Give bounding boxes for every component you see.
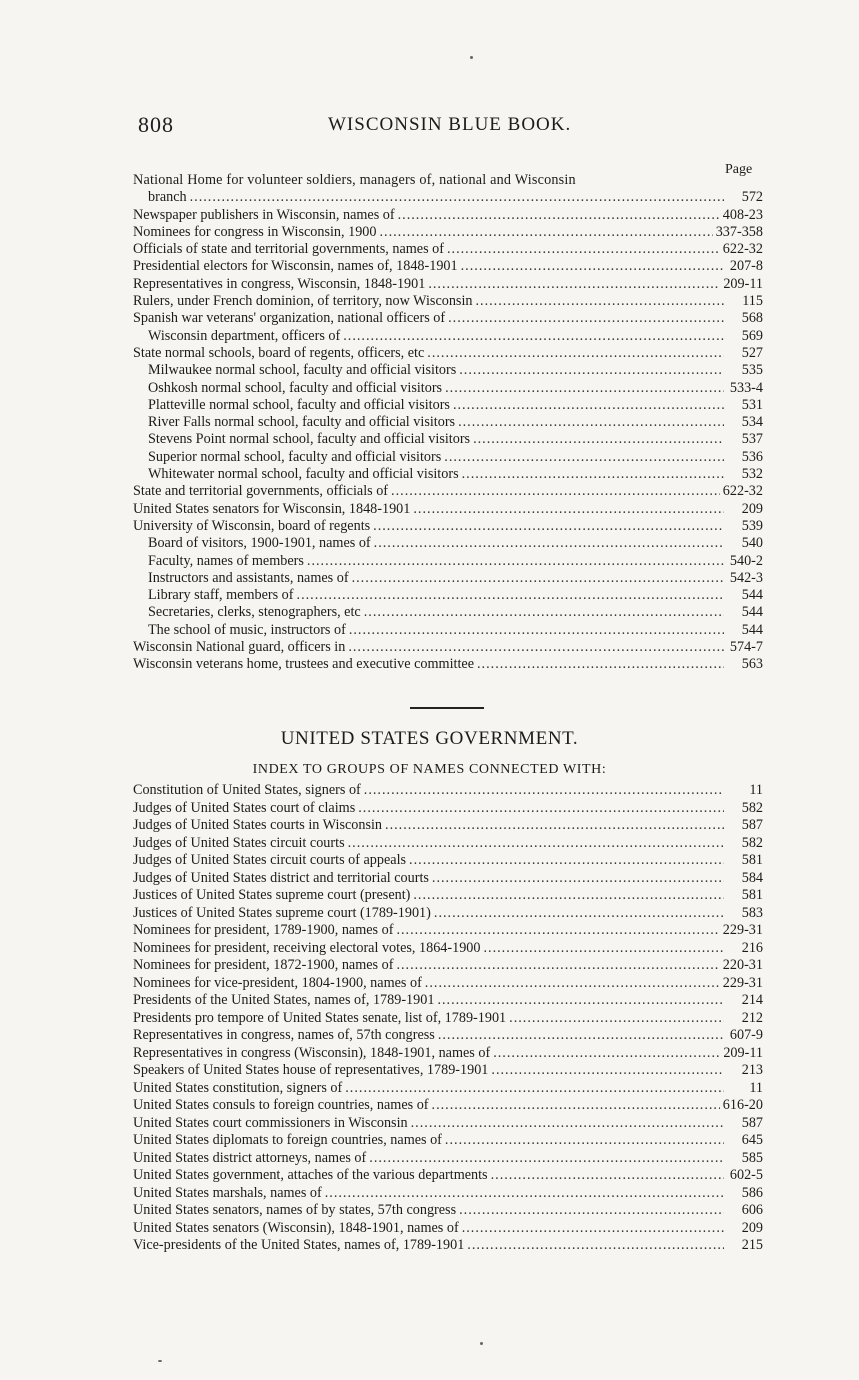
entry-label: Judges of United States district and territorial courts (133, 869, 429, 886)
page-number: 808 (138, 112, 174, 137)
dot-leader (473, 431, 724, 448)
index-entry (133, 656, 763, 673)
dot-leader (411, 1115, 724, 1133)
entry-label: Milwaukee normal school, faculty and official visitors (148, 362, 457, 379)
entry-label: United States government, attaches of the various departments (133, 1167, 488, 1183)
index-entry (133, 905, 763, 923)
entry-page: 586 (741, 1184, 763, 1201)
index-entry (133, 483, 763, 500)
dot-leader (444, 449, 724, 466)
index-entry (133, 207, 763, 224)
entry-page: 622-32 (722, 483, 763, 500)
entry-page: 584 (741, 869, 763, 886)
entry-page: 536 (741, 448, 763, 465)
dot-leader (493, 1045, 720, 1063)
entry-page: 527 (741, 344, 763, 361)
entry-page: 583 (741, 904, 763, 921)
index-entry (133, 1097, 763, 1115)
dot-leader (343, 328, 724, 345)
entry-page: 607-9 (729, 1027, 763, 1043)
entry-label: State normal schools, board of regents, officers, etc (133, 344, 425, 361)
entry-page: 542-3 (729, 569, 763, 586)
dot-leader (448, 310, 724, 327)
running-title: WISCONSIN BLUE BOOK. (328, 114, 572, 135)
entry-page: 229-31 (722, 974, 763, 991)
entry-label: Platteville normal school, faculty and official visitors (148, 396, 450, 413)
entry-label: Nominees for president, 1789-1900, names of (133, 922, 394, 938)
entry-label: United States senators for Wisconsin, 1848-1901 (133, 500, 411, 517)
entry-label: Instructors and assistants, names of (148, 569, 349, 586)
entry-label: Faculty, names of members (148, 552, 304, 569)
index-entry (133, 1080, 763, 1098)
index-entry (133, 975, 763, 993)
entry-page: 587 (741, 1114, 763, 1131)
dot-leader (459, 1202, 724, 1220)
entry-page: 533-4 (729, 379, 763, 396)
entry-page: 214 (741, 992, 763, 1008)
index-entry (133, 887, 763, 905)
index-entry (133, 380, 763, 397)
index-entry (133, 276, 763, 293)
entry-page: 581 (741, 852, 763, 868)
entry-page: 574-7 (729, 639, 763, 656)
dot-leader (409, 852, 724, 870)
entry-page: 616-20 (722, 1097, 763, 1113)
entry-page: 215 (741, 1237, 763, 1253)
index-entry (133, 1132, 763, 1150)
index-entry (133, 328, 763, 345)
index-entry (133, 1220, 763, 1238)
entry-label: Spanish war veterans' organization, national officers of (133, 310, 446, 327)
entry-label: Judges of United States circuit courts (133, 834, 345, 851)
index-entry (133, 587, 763, 604)
entry-page: 209-11 (723, 275, 763, 292)
dot-leader (425, 975, 720, 993)
dot-leader (391, 483, 720, 500)
entry-label: Representatives in congress, Wisconsin, 1848-1901 (133, 275, 426, 292)
dot-leader (325, 1185, 724, 1203)
dot-leader (445, 1132, 724, 1150)
entry-label: United States diplomats to foreign countries, names of (133, 1132, 442, 1148)
index-entry (133, 1027, 763, 1045)
page-column-label: Page (725, 162, 753, 177)
index-entry (133, 957, 763, 975)
entry-page: 585 (741, 1149, 763, 1166)
dot-leader (398, 207, 720, 224)
entry-page: 563 (741, 656, 763, 673)
dot-leader (379, 224, 712, 241)
entry-label: Wisconsin National guard, officers in (133, 639, 346, 656)
index-entry (133, 1150, 763, 1168)
entry-label: Representatives in congress (Wisconsin), 1848-1901, names of (133, 1044, 491, 1061)
index-entry (133, 992, 763, 1010)
dot-leader (432, 870, 724, 888)
index-entry (133, 800, 763, 818)
dot-leader (462, 466, 724, 483)
dot-leader (467, 1237, 724, 1255)
index-entry (133, 852, 763, 870)
entry-label: Judges of United States court of claims (133, 799, 356, 816)
dot-leader (427, 345, 724, 362)
entry-label: Vice-presidents of the United States, names of, 1789-1901 (133, 1237, 465, 1253)
dot-leader (462, 1220, 724, 1238)
index-entry (133, 345, 763, 362)
dot-leader (307, 553, 724, 570)
index-entry (133, 622, 763, 639)
dot-leader (396, 922, 719, 940)
entry-page: 209-11 (723, 1044, 763, 1061)
entry-page: 207-8 (729, 258, 763, 275)
entry-label: The school of music, instructors of (148, 621, 346, 638)
ink-speck (158, 1360, 162, 1362)
dot-leader (434, 905, 724, 923)
dot-leader (491, 1062, 724, 1080)
index-entry (133, 870, 763, 888)
entry-label: Nominees for president, 1872-1900, names of (133, 957, 394, 973)
index-entry (133, 570, 763, 587)
entry-page: 213 (741, 1062, 763, 1078)
entry-page: 209 (741, 1219, 763, 1236)
index-entry (133, 1202, 763, 1220)
entry-page: 572 (741, 189, 763, 206)
entry-page: 645 (741, 1132, 763, 1148)
index-entry (133, 835, 763, 853)
entry-label: Presidents pro tempore of United States senate, list of, 1789-1901 (133, 1009, 507, 1026)
entry-label: Secretaries, clerks, stenographers, etc (148, 604, 361, 621)
index-entry (133, 431, 763, 448)
us-index-list (133, 782, 763, 1255)
entry-page: 537 (741, 431, 763, 448)
index-entry (133, 362, 763, 379)
entry-page: 544 (741, 621, 763, 638)
entry-page: 11 (749, 1079, 763, 1096)
entry-page: 531 (741, 396, 763, 413)
entry-label: Presidents of the United States, names of, 1789-1901 (133, 992, 435, 1008)
dot-leader (483, 940, 724, 958)
dot-leader (475, 293, 724, 310)
dot-leader (453, 397, 724, 414)
entry-page: 582 (741, 834, 763, 851)
entry-page: 569 (741, 327, 763, 344)
index-entry (133, 1237, 763, 1255)
entry-page: 229-31 (722, 922, 763, 938)
dot-leader (445, 380, 724, 397)
entry-page: 540-2 (729, 552, 763, 569)
section-title: UNITED STATES GOVERNMENT. (280, 728, 579, 749)
entry-label: River Falls normal school, faculty and official visitors (148, 414, 456, 431)
dot-leader (374, 535, 724, 552)
entry-label: Speakers of United States house of representatives, 1789-1901 (133, 1062, 489, 1078)
dot-leader (364, 782, 724, 800)
index-entry (133, 189, 763, 206)
entry-label: Nominees for president, receiving electoral votes, 1864-1900 (133, 939, 481, 956)
index-entry (133, 172, 763, 189)
state-index-list (133, 172, 763, 674)
entry-label: Presidential electors for Wisconsin, names of, 1848-1901 (133, 258, 458, 275)
entry-label: Nominees for congress in Wisconsin, 1900 (133, 223, 377, 240)
entry-page: 539 (741, 517, 763, 534)
index-entry (133, 535, 763, 552)
entry-label: Nominees for vice-president, 1804-1900, names of (133, 974, 422, 991)
entry-label: Whitewater normal school, faculty and official visitors (148, 466, 459, 483)
entry-label: United States court commissioners in Wisconsin (133, 1114, 408, 1131)
entry-page: 532 (741, 466, 763, 483)
index-entry (133, 1167, 763, 1185)
index-entry (133, 553, 763, 570)
entry-page: 209 (741, 500, 763, 517)
entry-page: 337-358 (715, 223, 763, 240)
entry-label: Wisconsin department, officers of (148, 327, 341, 344)
entry-page: 220-31 (722, 957, 763, 973)
dot-leader (373, 518, 724, 535)
dot-leader (364, 604, 724, 621)
section-subtitle: INDEX TO GROUPS OF NAMES CONNECTED WITH: (252, 762, 607, 777)
entry-label: Newspaper publishers in Wisconsin, names of (133, 206, 395, 223)
dot-leader (396, 957, 719, 975)
dot-leader (385, 817, 724, 835)
entry-label: Justices of United States supreme court (1789-1901) (133, 904, 431, 921)
entry-page: 216 (741, 939, 763, 956)
index-entry (133, 940, 763, 958)
dot-leader (190, 189, 724, 206)
entry-page: 534 (741, 414, 763, 431)
index-entry (133, 639, 763, 656)
index-entry (133, 1185, 763, 1203)
dot-leader (458, 414, 724, 431)
dot-leader (491, 1167, 724, 1185)
entry-label: Representatives in congress, names of, 57th congress (133, 1027, 435, 1043)
dot-leader (352, 570, 724, 587)
index-entry (133, 604, 763, 621)
ink-speck (480, 1342, 483, 1345)
dot-leader (413, 501, 724, 518)
entry-label: Board of visitors, 1900-1901, names of (148, 535, 371, 552)
dot-leader (349, 622, 724, 639)
entry-page: 540 (741, 535, 763, 552)
dot-leader (413, 887, 724, 905)
index-entry (133, 241, 763, 258)
index-entry (133, 293, 763, 310)
entry-label: Constitution of United States, signers of (133, 782, 361, 798)
entry-page: 212 (741, 1009, 763, 1026)
index-entry (133, 310, 763, 327)
index-entry (133, 817, 763, 835)
entry-label: Justices of United States supreme court (present) (133, 887, 411, 903)
entry-label: Judges of United States circuit courts of appeals (133, 852, 407, 868)
entry-label: Wisconsin veterans home, trustees and executive committee (133, 656, 474, 673)
entry-page: 544 (741, 587, 763, 604)
entry-page: 582 (741, 799, 763, 816)
dot-leader (345, 1080, 724, 1098)
index-entry (133, 518, 763, 535)
entry-label: Stevens Point normal school, faculty and official visitors (148, 431, 471, 448)
index-entry (133, 466, 763, 483)
dot-leader (477, 656, 724, 673)
entry-label: branch (148, 189, 187, 206)
dot-leader (509, 1010, 724, 1028)
dot-leader (459, 362, 724, 379)
entry-label: United States consuls to foreign countries, names of (133, 1097, 429, 1113)
page-header (138, 112, 758, 142)
index-entry (133, 922, 763, 940)
entry-page: 408-23 (722, 206, 763, 223)
entry-label: National Home for volunteer soldiers, managers of, national and Wisconsin (133, 172, 576, 188)
index-entry (133, 258, 763, 275)
index-entry (133, 1010, 763, 1028)
entry-page: 544 (741, 604, 763, 621)
entry-label: Library staff, members of (148, 587, 294, 604)
entry-page: 568 (741, 310, 763, 327)
index-entry (133, 224, 763, 241)
dot-leader (369, 1150, 724, 1168)
index-entry (133, 782, 763, 800)
index-entry (133, 1115, 763, 1133)
dot-leader (432, 1097, 720, 1115)
entry-label: United States district attorneys, names of (133, 1149, 367, 1166)
entry-label: Oshkosh normal school, faculty and official visitors (148, 379, 443, 396)
entry-page: 115 (742, 293, 763, 310)
entry-label: United States senators (Wisconsin), 1848-1901, names of (133, 1219, 459, 1236)
entry-page: 587 (741, 817, 763, 833)
index-entry (133, 414, 763, 431)
entry-label: University of Wisconsin, board of regents (133, 517, 371, 534)
entry-label: Rulers, under French dominion, of territory, now Wisconsin (133, 293, 473, 310)
dot-leader (297, 587, 724, 604)
entry-label: United States constitution, signers of (133, 1079, 343, 1096)
section-divider (410, 707, 484, 709)
entry-label: Officials of state and territorial governments, names of (133, 241, 444, 258)
ink-speck (470, 56, 473, 59)
dot-leader (438, 1027, 724, 1045)
entry-page: 11 (749, 782, 763, 798)
dot-leader (447, 241, 720, 258)
entry-page: 606 (741, 1202, 763, 1218)
dot-leader (437, 992, 724, 1010)
index-entry (133, 1045, 763, 1063)
dot-leader (428, 276, 720, 293)
entry-page: 602-5 (729, 1167, 763, 1183)
index-entry (133, 1062, 763, 1080)
index-entry (133, 449, 763, 466)
dot-leader (461, 258, 724, 275)
dot-leader (348, 639, 724, 656)
entry-page: 622-32 (722, 241, 763, 258)
entry-label: State and territorial governments, officials of (133, 483, 389, 500)
dot-leader (348, 835, 724, 853)
index-entry (133, 501, 763, 518)
index-entry (133, 397, 763, 414)
entry-label: United States marshals, names of (133, 1184, 322, 1201)
entry-label: United States senators, names of by states, 57th congress (133, 1202, 457, 1218)
dot-leader (358, 800, 724, 818)
entry-label: Judges of United States courts in Wisconsin (133, 817, 383, 833)
entry-label: Superior normal school, faculty and official visitors (148, 448, 442, 465)
entry-page: 581 (741, 887, 763, 903)
entry-page: 535 (741, 362, 763, 379)
